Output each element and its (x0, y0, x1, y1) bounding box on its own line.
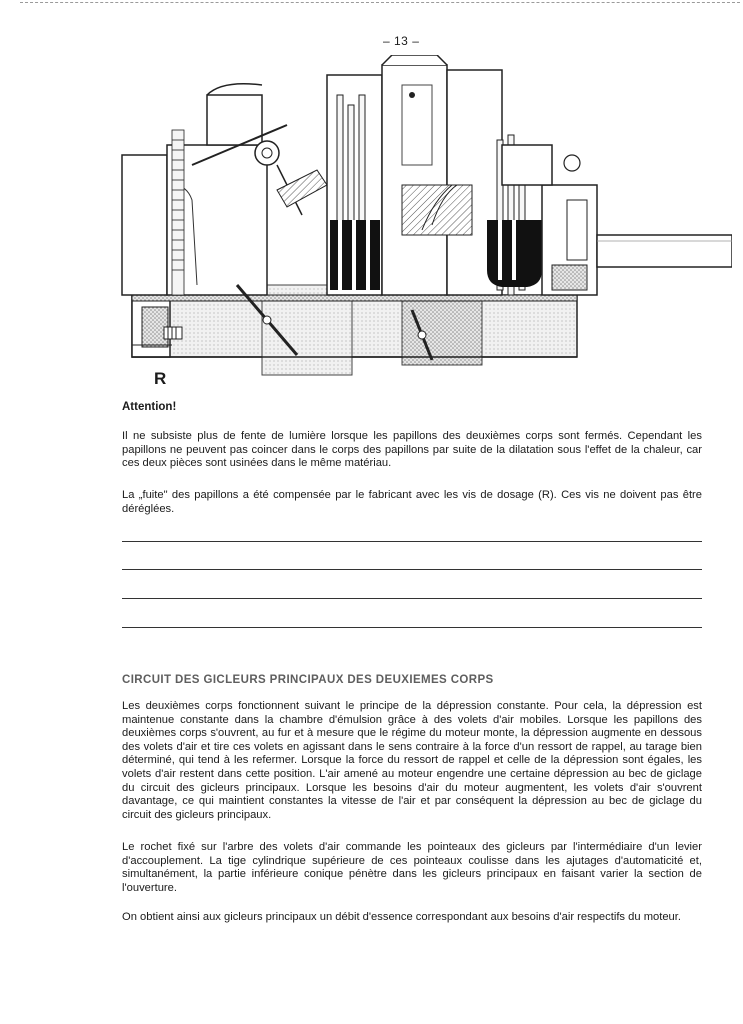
dosage-screw-callout-label: R (154, 369, 167, 388)
note-line (122, 598, 702, 599)
carburetor-cross-section-figure (112, 55, 732, 385)
section-paragraph-3: On obtient ainsi aux gicleurs principaux un débit d'essence correspondant aux besoins d'air respectifs du moteur. (122, 911, 681, 923)
note-line (122, 569, 702, 570)
attention-paragraph-1: Il ne subsiste plus de fente de lumière lorsque les papillons des deuxièmes corps sont fermés. Cependant les papillons ne peuvent pas coincer dans le corps des papillons par suite de la dilatation sous l'effet de la chaleur, car ces deux pièces sont usinées dans le même matériau. (122, 430, 702, 470)
note-line (122, 541, 702, 542)
carburetor-drawing (112, 55, 732, 385)
note-line (122, 627, 702, 628)
top-edge-rule (20, 2, 740, 3)
section-paragraph-2: Le rochet fixé sur l'arbre des volets d'air commande les pointeaux des gicleurs par l'intermédiaire d'un levier d'accouplement. La tige cylindrique supérieure de ces pointeaux coulisse dans les ajutages d'automaticité et, simultanément, la partie inférieure conique pénètre dans les gicleurs principaux en faisant varier la section de l'ouverture. (122, 841, 702, 894)
section-paragraph-1: Les deuxièmes corps fonctionnent suivant le principe de la dépression constante. Pour cela, la dépression est maintenue constante dans la chambre d'émulsion grâce à des volets d'air mobiles. Lorsque les papillons des deuxièmes corps s'ouvrent, au fur et à mesure que le régime du moteur monte, la dépression augmente en dessous des volets d'air et tire ces volets en agissant dans le sens contraire à la force d'un ressort de rappel, au tarage bien déterminé, qui tend à les refermer. Lorsque la force du ressort de rappel et celle de la dépression sont égales, les volets d'air restent dans cette position. L'air amené au moteur engendre une certaine dépression au bec de giclage du circuit des gicleurs principaux. Lorsque les besoins d'air du moteur augmentent, les volets d'air s'ouvrent davantage, ce qui maintient constantes la vitesse de l'air et par conséquent la dépression au bec de giclage du circuit des gicleurs principaux. (122, 700, 702, 821)
attention-heading: Attention! (122, 401, 177, 413)
section-title: CIRCUIT DES GICLEURS PRINCIPAUX DES DEUXIEMES CORPS (122, 674, 494, 686)
attention-paragraph-2: La „fuite" des papillons a été compensée par le fabricant avec les vis de dosage (R). Ces vis ne doivent pas être déréglées. (122, 489, 702, 515)
page-number: – 13 – (383, 34, 420, 48)
